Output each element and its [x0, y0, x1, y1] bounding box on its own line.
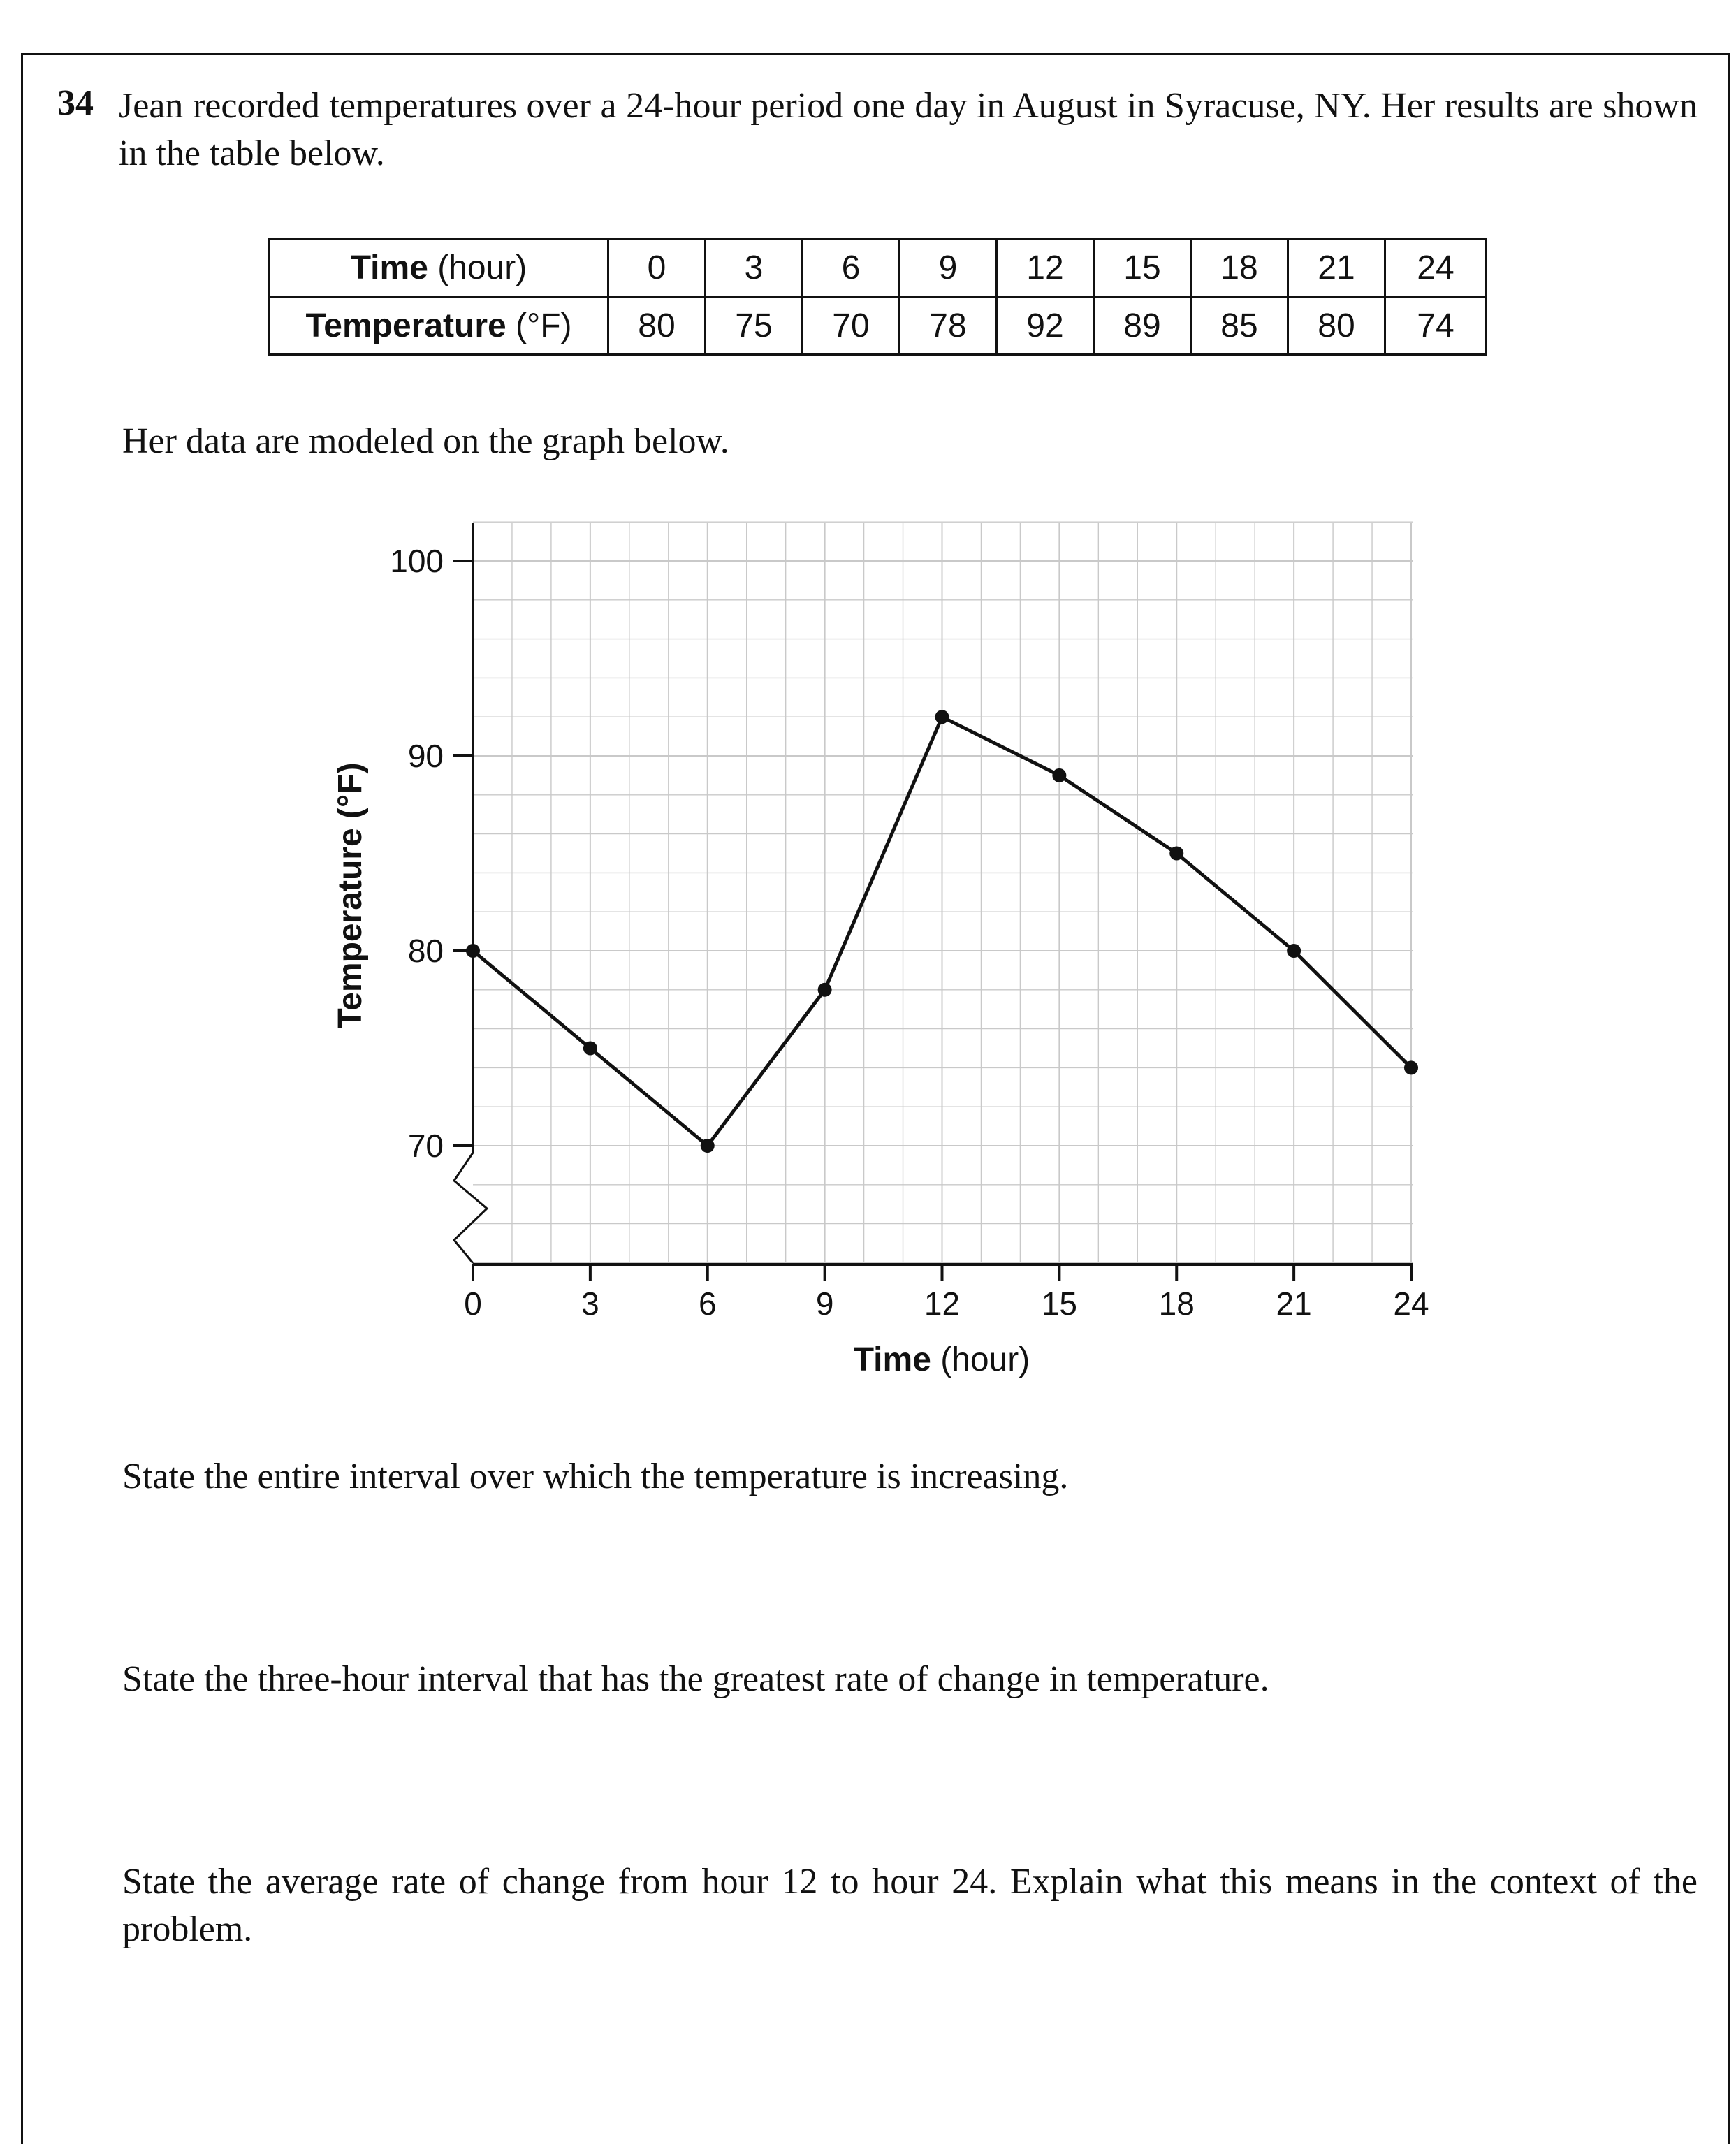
- data-point: [1287, 944, 1301, 958]
- y-tick-label: 80: [407, 933, 444, 969]
- time-cell: 0: [608, 239, 706, 297]
- time-cell: 18: [1191, 239, 1288, 297]
- temperature-cell: 78: [900, 297, 997, 355]
- data-point: [1169, 847, 1183, 861]
- time-cell: 15: [1094, 239, 1191, 297]
- question-number: 34: [57, 83, 94, 123]
- y-tick-label: 70: [407, 1128, 444, 1164]
- x-tick-label: 21: [1276, 1285, 1312, 1322]
- prompt-increasing-interval: State the entire interval over which the temperature is increasing.: [122, 1457, 1069, 1496]
- data-point: [701, 1139, 715, 1153]
- y-axis-title: Temperature (°F): [332, 762, 369, 1029]
- time-cell: 12: [997, 239, 1094, 297]
- temperature-cell: 92: [997, 297, 1094, 355]
- x-axis-title: [854, 1341, 1030, 1378]
- x-axis-title-unit: (hour): [931, 1341, 1030, 1378]
- time-header-unit: (hour): [437, 249, 527, 286]
- prompt-average-rate: State the average rate of change from hour 12 to hour 24. Explain what this means in the context of the problem.: [122, 1862, 1698, 1949]
- time-cell: 6: [803, 239, 900, 297]
- graph-intro: Her data are modeled on the graph below.: [122, 421, 729, 461]
- time-cell: 24: [1385, 239, 1487, 297]
- data-point: [818, 983, 832, 997]
- time-cell: 9: [900, 239, 997, 297]
- x-tick-label: 18: [1158, 1285, 1195, 1322]
- data-point: [466, 944, 480, 958]
- temperature-cell: 70: [803, 297, 900, 355]
- data-point: [583, 1042, 597, 1056]
- data-point: [1052, 768, 1066, 782]
- y-tick-label: 90: [407, 738, 444, 774]
- chart-axes: [454, 523, 1413, 1264]
- x-tick-label: 0: [464, 1285, 482, 1322]
- temperature-header-unit: (°F): [516, 307, 572, 344]
- prompt-greatest-rate: State the three-hour interval that has the greatest rate of change in temperature.: [122, 1659, 1269, 1699]
- temperature-cell: 80: [608, 297, 706, 355]
- chart-grid: [473, 522, 1413, 1264]
- x-tick-label: 3: [581, 1285, 599, 1322]
- y-axis-break: [454, 1146, 487, 1263]
- x-tick-label: 24: [1393, 1285, 1429, 1322]
- time-cell: 21: [1288, 239, 1385, 297]
- x-tick-label: 9: [815, 1285, 834, 1322]
- temperature-cell: 85: [1191, 297, 1288, 355]
- temperature-cell: 75: [706, 297, 803, 355]
- temperature-cell: 80: [1288, 297, 1385, 355]
- x-tick-label: 12: [924, 1285, 961, 1322]
- temperature-header-label: Temperature: [305, 307, 506, 344]
- question-intro: Jean recorded temperatures over a 24-hour period one day in August in Syracuse, NY. Her results are shown in the table below.: [119, 86, 1698, 173]
- temperature-cell: 89: [1094, 297, 1191, 355]
- data-point: [935, 710, 949, 724]
- x-axis-title-bold: Time: [853, 1341, 931, 1378]
- time-header-label: Time: [350, 249, 428, 286]
- data-point: [1404, 1060, 1418, 1074]
- x-tick-label: 15: [1041, 1285, 1077, 1322]
- x-tick-label: 6: [698, 1285, 717, 1322]
- time-cell: 3: [706, 239, 803, 297]
- temperature-cell: 74: [1385, 297, 1487, 355]
- y-tick-label: 100: [390, 543, 444, 579]
